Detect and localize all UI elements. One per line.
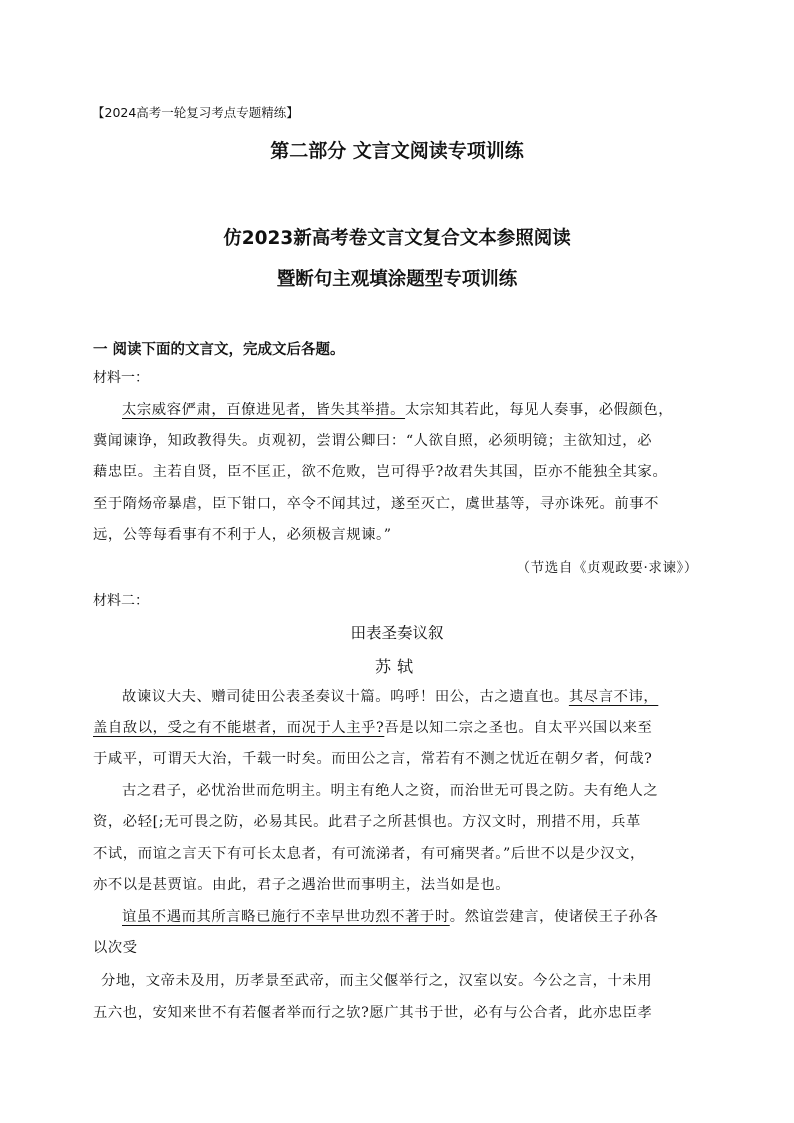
material-2-label: 材料二：	[93, 593, 149, 609]
material-1-line	[122, 399, 673, 419]
material-2-line: 以次受	[93, 940, 138, 956]
material-1-line: 至于隋炀帝暴虐，臣下钳口，卒令不闻其过，遂至灭亡，虞世基等，寻亦诛死。前事不	[93, 496, 660, 512]
text-span: 太宗知其若此，每见人奏事，必假颜色，	[405, 402, 674, 418]
text-span: 。然谊尝建言，使诸侯王子孙各	[449, 909, 659, 925]
material-1-label: 材料一：	[93, 370, 149, 386]
material-2-line: 资，必轻[;无可畏之防，必易其民。此君子之所甚惧也。方汉文时，刑措不用，兵革	[93, 814, 641, 830]
header-note: 【2024高考一轮复习考点专题精练】	[92, 105, 299, 120]
underlined-sentence: 太宗威容俨肃，百僚进见者，皆失其举措。	[122, 402, 406, 418]
material-2-line: 于咸平，可谓天大治，千载一时矣。而田公之言，常若有不测之忧近在朝夕者，何哉?	[93, 751, 653, 767]
essay-author: 苏轼	[374, 657, 419, 676]
underlined-sentence: 谊虽不遇而其所言略已施行不幸早世功烈不著于时	[122, 909, 450, 925]
underlined-sentence: 其尽言不讳，	[568, 689, 659, 705]
section-heading: 一 阅读下面的文言文，完成文后各题。	[93, 342, 345, 358]
material-2-line: 不试，而谊之言天下有可长太息者，有可流涕者，有可痛哭者。”后世不以是少汉文，	[93, 846, 645, 862]
underlined-sentence: 盖自敌以，受之有不能堪者，而况于人主乎?	[93, 720, 385, 736]
essay-title: 田表圣奏议叙	[350, 624, 444, 642]
material-2-line: 分地，文帝未及用，历孝景至武帝，而主父偃举行之，汉室以安。今公之言，十未用	[101, 973, 653, 989]
subtitle-line-1: 仿2023新高考卷文言文复合文本参照阅读	[223, 228, 571, 249]
material-2-line: 五六也，安知来世不有若偃者举而行之欤?愿广其书于世，必有与公合者，此亦忠臣孝	[93, 1005, 653, 1021]
part-title: 第二部分 文言文阅读专项训练	[270, 140, 524, 162]
text-span: 吾是以知二宗之圣也。自太平兴国以来至	[384, 720, 653, 736]
material-1-line: 冀闻谏诤，知政教得失。贞观初，尝谓公卿曰：“人欲自照，必须明镜；主欲知过，必	[93, 433, 653, 449]
text-span: 故谏议大夫、赠司徒田公表圣奏议十篇。呜呼！田公，古之遗直也。	[122, 689, 569, 705]
material-2-line: 亦不以是甚贾谊。由此，君子之遇治世而事明主，法当如是也。	[93, 877, 511, 893]
material-1-source: （节选自《贞观政要·求谏》）	[516, 560, 698, 576]
material-2-line	[93, 717, 652, 737]
material-2-line	[122, 906, 658, 926]
subtitle-line-2: 暨断句主观填涂题型专项训练	[276, 269, 518, 290]
material-1-line: 藉忠臣。主若自贤，臣不匡正，欲不危败，岂可得乎?故君失其国，臣亦不能独全其家。	[93, 464, 668, 480]
material-2-line	[122, 686, 658, 706]
material-1-line: 远，公等每看事有不利于人，必须极言规谏。”	[93, 527, 392, 543]
material-2-line: 古之君子，必忧治世而危明主。明主有绝人之资，而治世无可畏之防。夫有绝人之	[122, 783, 659, 799]
